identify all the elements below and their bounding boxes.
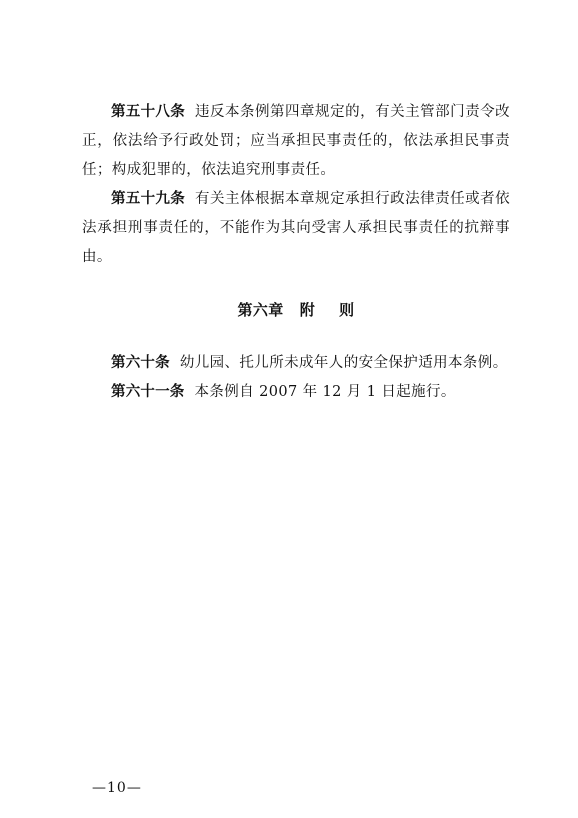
chapter-title-part-2: 则 [339, 301, 355, 319]
article-58 [82, 98, 510, 185]
article-number: 第五十八条 [111, 104, 186, 120]
article-text: 本条例自 2007 年 12 月 1 日起施行。 [194, 384, 456, 400]
chapter-title-part-1: 附 [299, 301, 316, 319]
article-text: 幼儿园、托儿所未成年人的安全保护适用本条例。 [179, 355, 508, 371]
article-text: 有关主体根据本章规定承担行政法律责任或者依法承担刑事责任的，不能作为其向受害人承担民事责任的抗辩事由。 [82, 191, 511, 265]
article-number: 第六十一条 [111, 384, 185, 400]
article-61 [82, 378, 510, 407]
document-body [82, 98, 510, 407]
article-number: 第六十条 [111, 355, 170, 371]
article-59 [82, 185, 510, 272]
page-number: —10— [92, 780, 142, 796]
chapter-number: 第六章 [237, 301, 284, 319]
chapter-heading [82, 296, 510, 325]
article-number: 第五十九条 [111, 191, 186, 207]
article-text: 违反本条例第四章规定的，有关主管部门责令改正，依法给予行政处罚；应当承担民事责任的，依法承担民事责任；构成犯罪的，依法追究刑事责任。 [82, 104, 511, 178]
article-60 [82, 349, 510, 378]
